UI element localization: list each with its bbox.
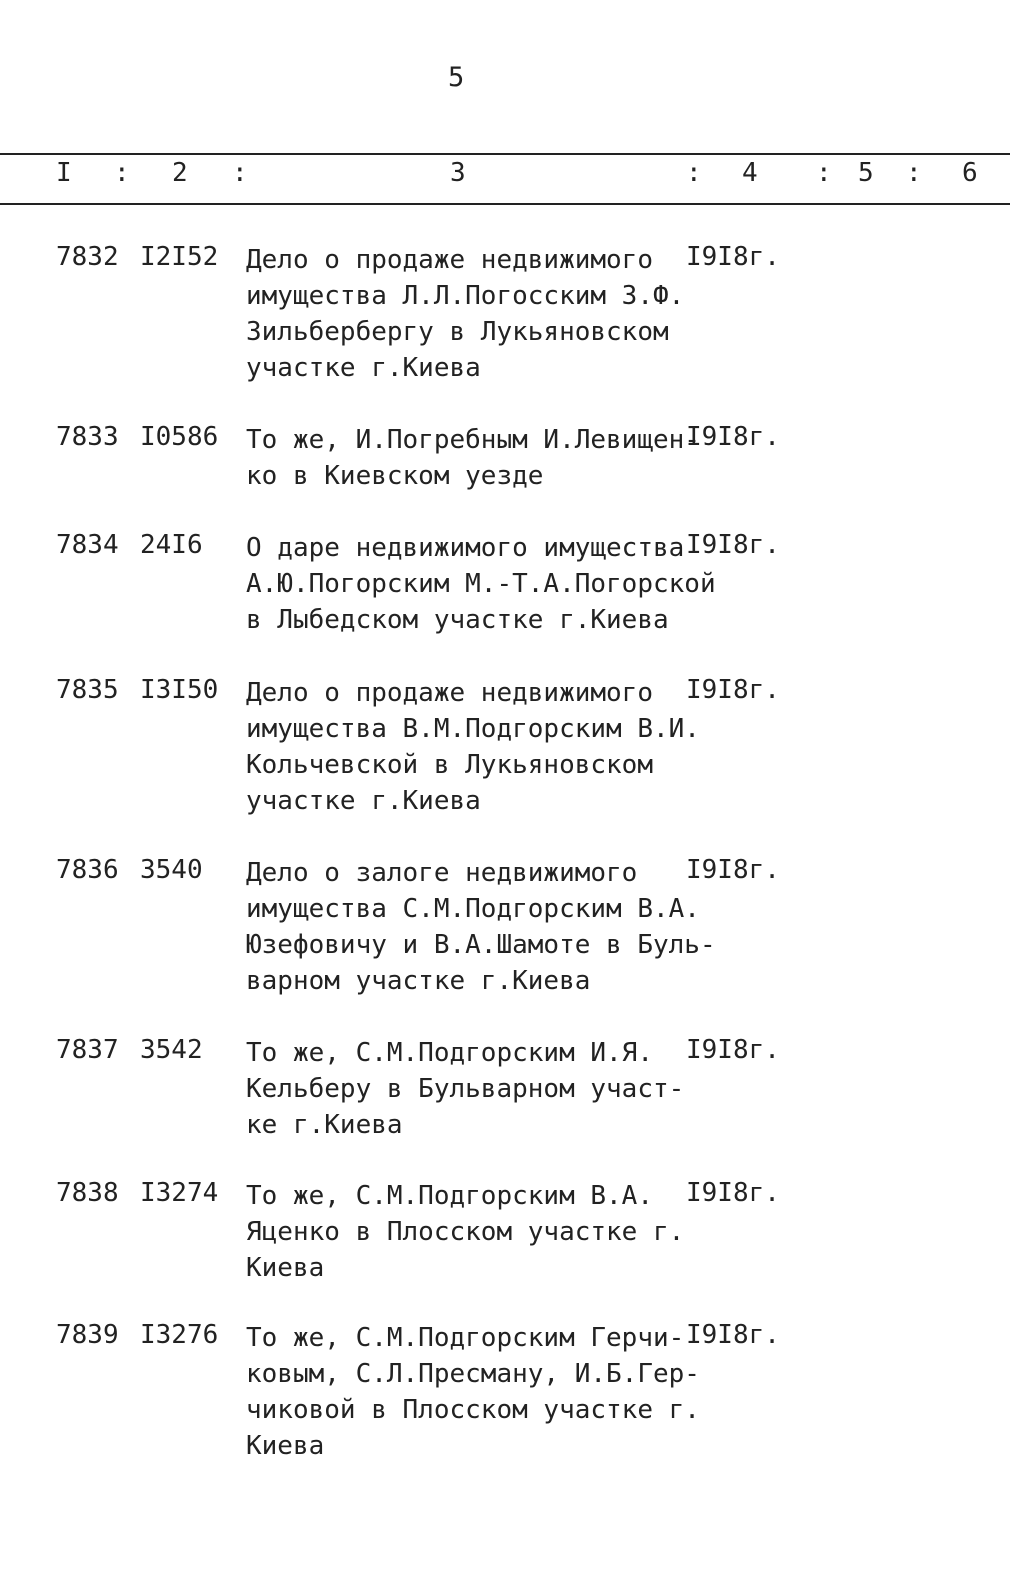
record-year: I9I8г. <box>686 675 780 705</box>
record-year: I9I8г. <box>686 855 780 885</box>
record-code: 3540 <box>140 855 203 885</box>
record-code: I3276 <box>140 1320 219 1350</box>
record-year: I9I8г. <box>686 530 780 560</box>
record-title: О даре недвижимого имущества А.Ю.Погорским М.-Т.А.Погорской в Лыбедском участке г.Киева <box>246 533 716 635</box>
record-title: То же, С.М.Подгорским И.Я. Кельберу в Бульварном участ- ке г.Киева <box>246 1038 685 1140</box>
header-col-3: 3 <box>450 158 466 188</box>
record-year: I9I8г. <box>686 422 780 452</box>
header-col-5: 5 <box>858 158 874 188</box>
record-number: 7837 <box>56 1035 119 1065</box>
record-title: То же, С.М.Подгорским Герчи- ковым, С.Л.Пресману, И.Б.Гер- чиковой в Плосском участке г. Киева <box>246 1323 700 1461</box>
record-number: 7838 <box>56 1178 119 1208</box>
record-code: I2I52 <box>140 242 219 272</box>
header-separator: : <box>906 158 922 188</box>
record-title: Дело о продаже недвижимого имущества В.М.Подгорским В.И. Кольчевской в Лукьяновском участке г.Киева <box>246 678 700 816</box>
record-code: 3542 <box>140 1035 203 1065</box>
record-code: I3274 <box>140 1178 219 1208</box>
record-code: I3I50 <box>140 675 219 705</box>
record-title: Дело о залоге недвижимого имущества С.М.Подгорским В.А. Юзефовичу и В.А.Шамоте в Буль- варном участке г.Киева <box>246 858 716 996</box>
header-col-1: I <box>56 158 72 188</box>
record-year: I9I8г. <box>686 1320 780 1350</box>
header-separator: : <box>114 158 130 188</box>
header-top-rule <box>0 153 1010 155</box>
record-year: I9I8г. <box>686 1178 780 1208</box>
record-code: 24I6 <box>140 530 203 560</box>
record-number: 7832 <box>56 242 119 272</box>
record-number: 7834 <box>56 530 119 560</box>
record-number: 7839 <box>56 1320 119 1350</box>
header-col-6: 6 <box>962 158 978 188</box>
record-title: То же, И.Погребным И.Левищен- ко в Киевском уезде <box>246 425 700 491</box>
header-col-2: 2 <box>172 158 188 188</box>
record-code: I0586 <box>140 422 219 452</box>
header-bottom-rule <box>0 203 1010 205</box>
header-separator: : <box>232 158 248 188</box>
record-number: 7836 <box>56 855 119 885</box>
record-number: 7835 <box>56 675 119 705</box>
record-year: I9I8г. <box>686 1035 780 1065</box>
record-number: 7833 <box>56 422 119 452</box>
header-separator: : <box>816 158 832 188</box>
record-title: То же, С.М.Подгорским В.А. Яценко в Плосском участке г. Киева <box>246 1181 685 1283</box>
header-separator: : <box>686 158 702 188</box>
record-title: Дело о продаже недвижимого имущества Л.Л.Погосским З.Ф. Зильбербергу в Лукьяновском участке г.Киева <box>246 245 685 383</box>
header-col-4: 4 <box>742 158 758 188</box>
record-year: I9I8г. <box>686 242 780 272</box>
page-number: 5 <box>448 62 465 93</box>
